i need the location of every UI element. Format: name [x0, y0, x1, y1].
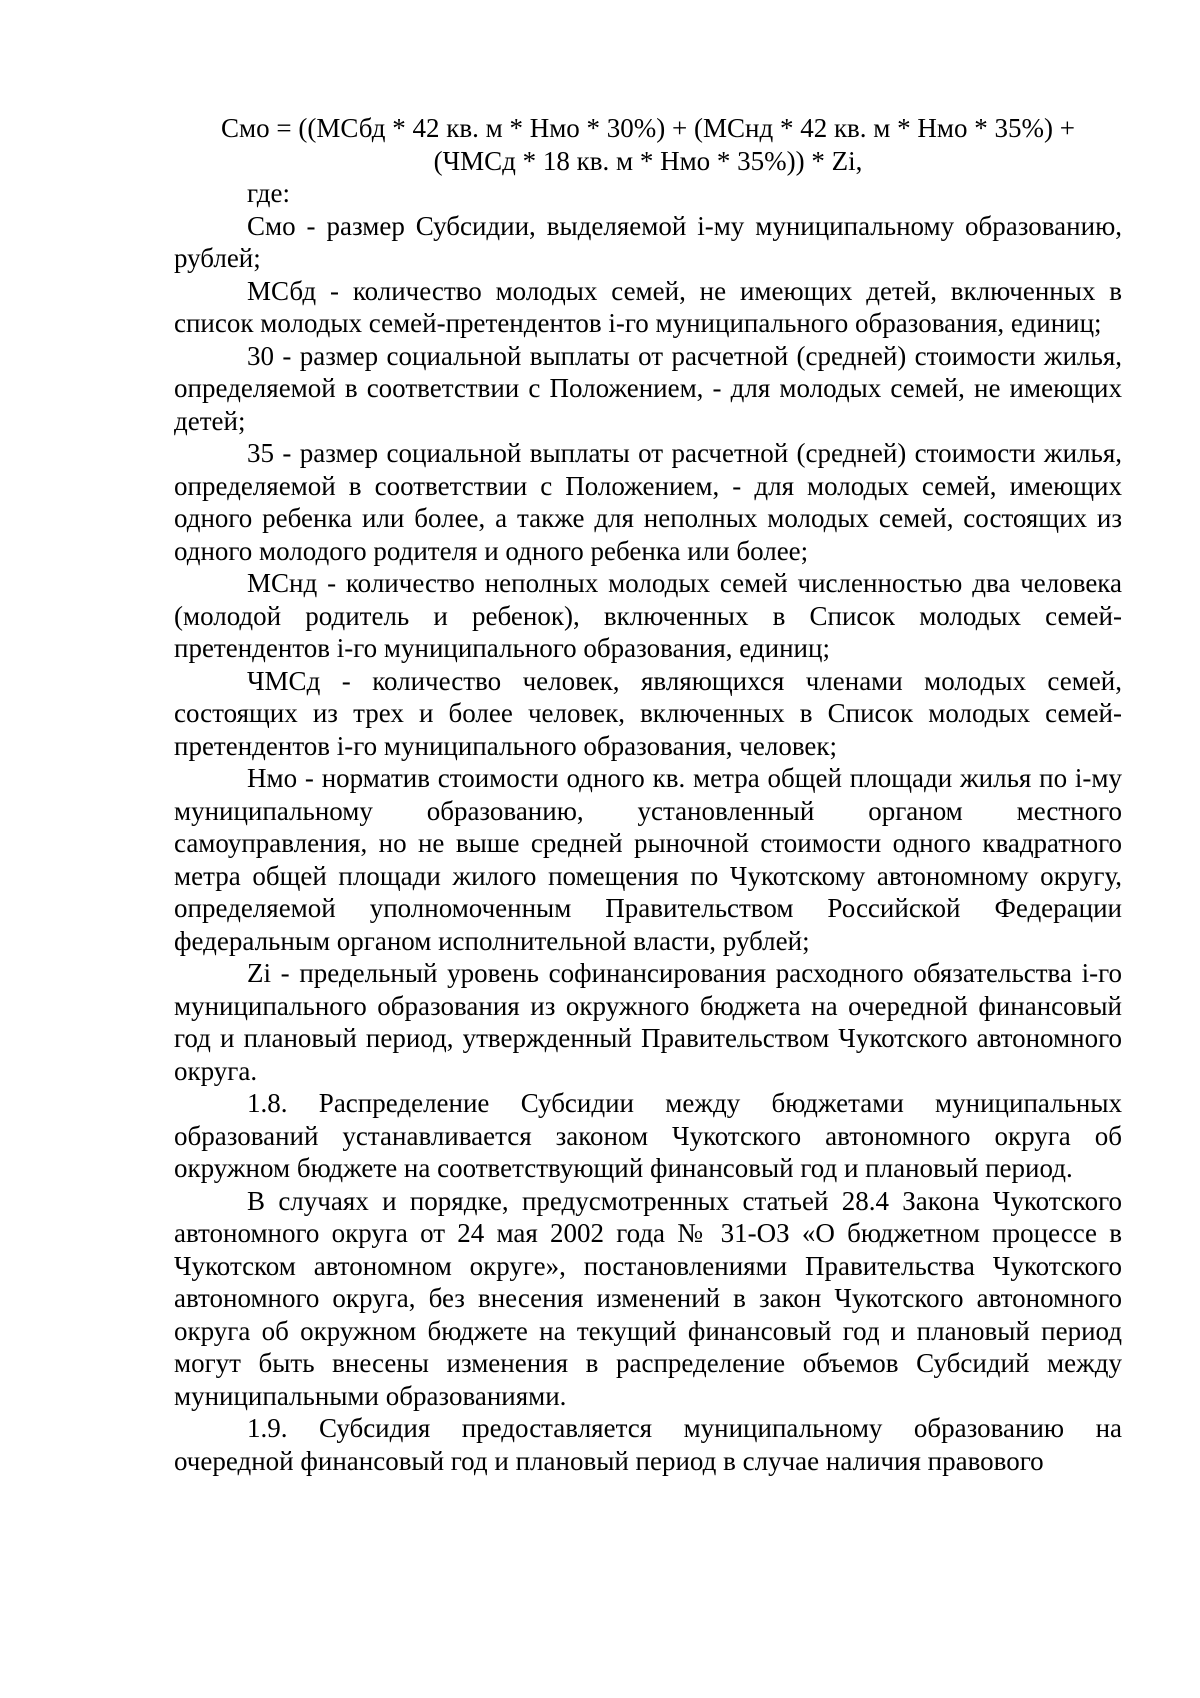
definition-30: 30 - размер социальной выплаты от расчетной (средней) стоимости жилья, определяемой в соответствии с Положением, - для молодых семей, не имеющих детей;	[174, 340, 1122, 436]
definition-smo: Смо - размер Субсидии, выделяемой i-му муниципальному образованию, рублей;	[174, 210, 1122, 273]
definition-msnd: МСнд - количество неполных молодых семей численностью два человека (молодой родитель и ребенок), включенных в Список молодых семей-претендентов i-го муниципального образования, единиц;	[174, 568, 1122, 663]
definition-chmsd: ЧМСд - количество человек, являющихся членами молодых семей, состоящих из трех и более человек, включенных в Список молодых семей-претендентов i-го муниципального образования, человек;	[174, 665, 1122, 761]
where-label: где:	[247, 178, 290, 208]
clause-1-9: 1.9. Субсидия предоставляется муниципальному образованию на очередной финансовый год и плановый период в случае наличия правового	[174, 1413, 1122, 1476]
definition-35: 35 - размер социальной выплаты от расчетной (средней) стоимости жилья, определяемой в соответствии с Положением, - для молодых семей, имеющих одного ребенка или более, а также для неполных молодых семей, состоящих из одного молодого родителя и одного ребенка или более;	[174, 438, 1122, 566]
definition-msbd: МСбд - количество молодых семей, не имеющих детей, включенных в список молодых семей-претендентов i-го муниципального образования, единиц;	[174, 275, 1122, 338]
definition-nmo: Нмо - норматив стоимости одного кв. метра общей площади жилья по i-му муниципальному образованию, установленный органом местного самоуправления, но не выше средней рыночной стоимости одного квадратного метра общей площади жилого помещения по Чукотскому автономному округу, определяемой уполномоченным Правительством Российской Федерации федеральным органом исполнительной власти, рублей;	[174, 763, 1122, 956]
clause-1-8: 1.8. Распределение Субсидии между бюджетами муниципальных образований устанавливается законом Чукотского автономного округа об окружном бюджете на соответствующий финансовый год и плановый период.	[174, 1088, 1122, 1183]
formula-line-2: (ЧМСд * 18 кв. м * Нмо * 35%)) * Zi,	[433, 145, 863, 176]
clause-1-8-amendments: В случаях и порядке, предусмотренных статьей 28.4 Закона Чукотского автономного округа от 24 мая 2002 года № 31-ОЗ «О бюджетном процессе в Чукотском автономном округе», постановлениями Правительства Чукотского автономного округа, без внесения изменений в закон Чукотского автономного округа об окружном бюджете на текущий финансовый год и плановый период могут быть внесены изменения в распределение объемов Субсидий между муниципальными образованиями.	[174, 1185, 1122, 1411]
formula-line-1: Смо = ((МСбд * 42 кв. м * Нмо * 30%) + (МСнд * 42 кв. м * Нмо * 35%) +	[221, 113, 1075, 143]
definition-zi: Zi - предельный уровень софинансирования расходного обязательства i-го муниципального образования из окружного бюджета на очередной финансовый год и плановый период, утвержденный Правительством Чукотского автономного округа.	[174, 958, 1122, 1086]
document-page	[174, 112, 1122, 1477]
